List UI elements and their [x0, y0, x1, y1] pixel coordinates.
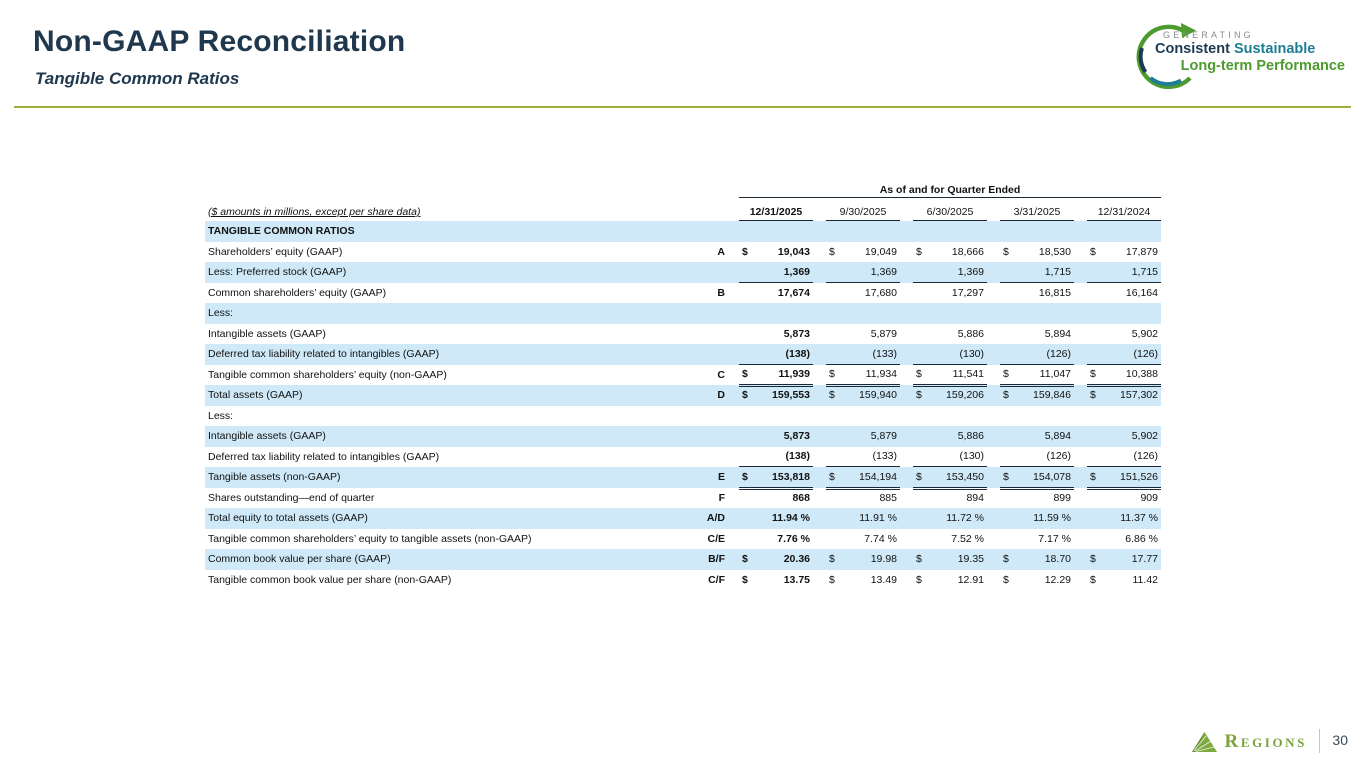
- cell: [826, 488, 900, 509]
- dollar-sign: $: [1090, 245, 1096, 258]
- tagline-generating: GENERATING: [1163, 30, 1254, 40]
- table-row: [205, 262, 1161, 283]
- cell: [1000, 570, 1074, 591]
- regions-pyramid-icon: [1191, 731, 1218, 753]
- cell-value: 1,715: [1044, 265, 1071, 278]
- tagline-line2: [1155, 41, 1347, 58]
- dollar-sign: $: [1003, 553, 1009, 566]
- cell-value: 159,206: [946, 389, 984, 402]
- row-label: Common book value per share (GAAP): [208, 553, 391, 566]
- cell: [1000, 303, 1074, 324]
- row-label: Intangible assets (GAAP): [208, 327, 326, 340]
- row-ref: A: [717, 245, 725, 258]
- dollar-sign: $: [742, 368, 748, 381]
- cell-value: (126): [1046, 450, 1071, 463]
- cell-value: (126): [1133, 450, 1158, 463]
- cell: [1087, 262, 1161, 283]
- cell-value: 11.59 %: [1033, 512, 1071, 525]
- cell-value: 157,302: [1120, 389, 1158, 402]
- tagline-longterm: Long-term Performance: [1180, 57, 1345, 74]
- cell: [826, 365, 900, 386]
- dollar-sign: $: [742, 573, 748, 586]
- cell: [739, 365, 813, 386]
- cell: [826, 262, 900, 283]
- row-ref: C/F: [708, 573, 725, 586]
- quarter-ended-header-row: [205, 183, 1161, 198]
- cell-value: 12.91: [957, 573, 984, 586]
- row-label: Total assets (GAAP): [208, 389, 303, 402]
- cell-value: 11,934: [865, 368, 897, 381]
- cell-value: (126): [1046, 347, 1071, 360]
- cell: [826, 426, 900, 447]
- dollar-sign: $: [829, 245, 835, 258]
- cell-value: (130): [959, 450, 984, 463]
- tagline-logo: [1131, 6, 1349, 104]
- cell-value: 16,164: [1125, 286, 1158, 299]
- cell-value: 6.86 %: [1125, 532, 1158, 545]
- column-header-date: 6/30/2025: [913, 198, 987, 221]
- cell-value: 7.52 %: [951, 532, 984, 545]
- cell: [739, 426, 813, 447]
- row-label: Intangible assets (GAAP): [208, 430, 326, 443]
- cell-value: 5,873: [783, 327, 810, 340]
- cell-value: 5,894: [1044, 327, 1071, 340]
- cell-value: 151,526: [1120, 470, 1158, 483]
- cell: [1087, 303, 1161, 324]
- cell: [826, 529, 900, 550]
- page-title: Non-GAAP Reconciliation: [33, 25, 406, 58]
- cell-value: 17,879: [1125, 245, 1158, 258]
- cell-value: (130): [959, 347, 984, 360]
- dollar-sign: $: [1090, 389, 1096, 402]
- cell: [1000, 385, 1074, 406]
- dollar-sign: $: [829, 553, 835, 566]
- table-row: [205, 467, 1161, 488]
- regions-wordmark: Regions: [1224, 731, 1307, 752]
- cell: [1087, 488, 1161, 509]
- cell-value: 5,894: [1044, 430, 1071, 443]
- table-row: [205, 570, 1161, 591]
- cell: [1000, 447, 1074, 468]
- cell-value: 909: [1140, 491, 1158, 504]
- cell-value: 10,388: [1125, 368, 1158, 381]
- cell: [1000, 529, 1074, 550]
- cell: [1087, 467, 1161, 488]
- cell-value: (133): [872, 450, 897, 463]
- header-divider: [14, 106, 1351, 108]
- cell: [1000, 283, 1074, 304]
- cell: [1000, 344, 1074, 365]
- table-row: [205, 344, 1161, 365]
- dollar-sign: $: [1003, 368, 1009, 381]
- dollar-sign: $: [1003, 470, 1009, 483]
- cell-value: 17.77: [1131, 553, 1158, 566]
- dollar-sign: $: [829, 389, 835, 402]
- cell-value: 11.91 %: [859, 512, 897, 525]
- cell-value: 159,553: [772, 389, 810, 402]
- column-header-row: [205, 198, 1161, 221]
- cell-value: 11.42: [1132, 573, 1158, 586]
- row-label: Deferred tax liability related to intangibles (GAAP): [208, 348, 440, 361]
- cell-value: (138): [785, 450, 810, 463]
- dollar-sign: $: [1003, 573, 1009, 586]
- table-caption-text: ($ amounts in millions, except per share data): [208, 206, 421, 218]
- table-body: [205, 242, 1161, 591]
- table-row: [205, 488, 1161, 509]
- dollar-sign: $: [1090, 573, 1096, 586]
- row-label: Shareholders’ equity (GAAP): [208, 245, 343, 258]
- cell: [913, 262, 987, 283]
- cell: [826, 283, 900, 304]
- cell-value: 1,369: [870, 265, 897, 278]
- cell: [1000, 406, 1074, 427]
- cell: [1087, 283, 1161, 304]
- cell: [1000, 365, 1074, 386]
- cell: [739, 406, 813, 427]
- row-label: Deferred tax liability related to intangibles (GAAP): [208, 450, 440, 463]
- cell: [739, 262, 813, 283]
- row-label: Total equity to total assets (GAAP): [208, 512, 368, 525]
- table-row: [205, 406, 1161, 427]
- cell: [913, 385, 987, 406]
- table-row: [205, 385, 1161, 406]
- cell-value: 1,715: [1131, 265, 1158, 278]
- cell: [1000, 426, 1074, 447]
- cell-value: (133): [872, 347, 897, 360]
- cell-value: 18,530: [1038, 245, 1071, 258]
- cell-value: 899: [1053, 491, 1071, 504]
- cell: [1087, 406, 1161, 427]
- cell: [1087, 447, 1161, 468]
- cell-value: 20.36: [783, 553, 810, 566]
- cell: [913, 242, 987, 263]
- row-label: Tangible common book value per share (non-GAAP): [208, 573, 452, 586]
- row-label: Less:: [208, 409, 234, 422]
- dollar-sign: $: [1003, 245, 1009, 258]
- cell-value: 5,879: [870, 327, 897, 340]
- section-header-row: [205, 221, 1161, 242]
- column-header-date: 12/31/2025: [739, 198, 813, 221]
- cell-value: 5,902: [1131, 327, 1158, 340]
- row-label: Shares outstanding—end of quarter: [208, 491, 375, 504]
- table-row: [205, 549, 1161, 570]
- cell: [913, 303, 987, 324]
- cell-value: 19,043: [777, 245, 810, 258]
- cell: [913, 365, 987, 386]
- cell: [1000, 467, 1074, 488]
- cell: [826, 467, 900, 488]
- cell: [913, 508, 987, 529]
- cell: [739, 385, 813, 406]
- row-ref: C/E: [707, 532, 725, 545]
- row-label: Tangible common shareholders’ equity (non-GAAP): [208, 368, 447, 381]
- cell-value: 12.29: [1044, 573, 1071, 586]
- dollar-sign: $: [829, 573, 835, 586]
- tagline-consistent: Consistent: [1155, 40, 1230, 57]
- dollar-sign: $: [742, 389, 748, 402]
- cell: [913, 406, 987, 427]
- dollar-sign: $: [916, 389, 922, 402]
- cell: [913, 488, 987, 509]
- cell-value: 154,078: [1033, 470, 1071, 483]
- row-ref: E: [717, 471, 725, 484]
- cell-value: 159,940: [859, 389, 897, 402]
- dollar-sign: $: [916, 245, 922, 258]
- row-ref: D: [717, 389, 725, 402]
- cell: [1087, 344, 1161, 365]
- cell-value: 7.17 %: [1038, 532, 1071, 545]
- cell-value: 19.35: [957, 553, 984, 566]
- regions-logo: [1191, 731, 1308, 753]
- cell: [1087, 529, 1161, 550]
- cell-value: 13.49: [870, 573, 897, 586]
- cell: [826, 303, 900, 324]
- cell-value: 5,886: [957, 327, 984, 340]
- cell-value: 17,674: [777, 286, 810, 299]
- row-label: Common shareholders’ equity (GAAP): [208, 286, 387, 299]
- row-ref: A/D: [706, 512, 725, 525]
- cell: [1000, 508, 1074, 529]
- cell: [913, 426, 987, 447]
- cell: [739, 303, 813, 324]
- tangible-common-ratios-table: [205, 183, 1161, 590]
- cell: [1000, 324, 1074, 345]
- row-label: Less: Preferred stock (GAAP): [208, 266, 347, 279]
- cell: [739, 447, 813, 468]
- cell: [1087, 549, 1161, 570]
- dollar-sign: $: [742, 470, 748, 483]
- tagline-sustainable: Sustainable: [1233, 40, 1316, 57]
- cell-value: 11,939: [778, 368, 810, 381]
- table-row: [205, 447, 1161, 468]
- dollar-sign: $: [742, 553, 748, 566]
- dollar-sign: $: [1090, 470, 1096, 483]
- cell-value: 885: [879, 491, 897, 504]
- cell: [826, 570, 900, 591]
- cell-value: 154,194: [859, 470, 897, 483]
- cell: [826, 406, 900, 427]
- cell-value: 19.98: [870, 553, 897, 566]
- cell-value: 11,047: [1039, 368, 1071, 381]
- dollar-sign: $: [916, 553, 922, 566]
- cell: [1087, 426, 1161, 447]
- header-spacer: [704, 198, 726, 221]
- row-label: Less:: [208, 307, 234, 320]
- cell-value: 11.72 %: [946, 512, 984, 525]
- cell: [739, 488, 813, 509]
- cell: [913, 467, 987, 488]
- cell-value: 7.76 %: [777, 532, 810, 545]
- cell: [826, 549, 900, 570]
- table-row: [205, 283, 1161, 304]
- cell: [1087, 508, 1161, 529]
- cell-value: 894: [966, 491, 984, 504]
- row-label: Tangible common shareholders’ equity to tangible assets (non-GAAP): [208, 532, 532, 545]
- cell: [826, 324, 900, 345]
- section-header-label: TANGIBLE COMMON RATIOS: [208, 225, 355, 238]
- cell: [826, 242, 900, 263]
- cell: [1087, 365, 1161, 386]
- table-caption: [205, 198, 704, 221]
- row-ref: B/F: [708, 553, 725, 566]
- column-header-date: 3/31/2025: [1000, 198, 1074, 221]
- table-row: [205, 365, 1161, 386]
- cell: [826, 447, 900, 468]
- cell: [1000, 262, 1074, 283]
- table-row: [205, 303, 1161, 324]
- cell-value: 868: [792, 491, 810, 504]
- cell-value: 7.74 %: [864, 532, 897, 545]
- cell: [739, 508, 813, 529]
- cell: [913, 344, 987, 365]
- cell-value: 11,541: [952, 368, 984, 381]
- row-ref: F: [718, 491, 725, 504]
- cell: [1000, 488, 1074, 509]
- cell: [913, 549, 987, 570]
- cell: [913, 570, 987, 591]
- cell: [1087, 385, 1161, 406]
- cell-value: 17,680: [864, 286, 897, 299]
- cell-value: 17,297: [951, 286, 984, 299]
- cell-value: (138): [785, 347, 810, 360]
- table-row: [205, 529, 1161, 550]
- table-row: [205, 508, 1161, 529]
- cell: [913, 447, 987, 468]
- cell: [826, 508, 900, 529]
- dollar-sign: $: [1003, 389, 1009, 402]
- cell-value: 18,666: [951, 245, 984, 258]
- cell-value: 11.37 %: [1120, 512, 1158, 525]
- quarter-ended-header: As of and for Quarter Ended: [739, 184, 1161, 198]
- table-row: [205, 426, 1161, 447]
- cell: [1087, 324, 1161, 345]
- table-row: [205, 242, 1161, 263]
- cell-value: 153,818: [772, 470, 810, 483]
- dollar-sign: $: [829, 368, 835, 381]
- cell-value: 1,369: [783, 265, 810, 278]
- cell: [739, 283, 813, 304]
- dollar-sign: $: [742, 245, 748, 258]
- row-ref: C: [717, 368, 725, 381]
- cell-value: 13.75: [783, 573, 810, 586]
- cell: [739, 242, 813, 263]
- column-header-date: 9/30/2025: [826, 198, 900, 221]
- cell-value: 153,450: [946, 470, 984, 483]
- cell: [1000, 549, 1074, 570]
- dollar-sign: $: [1090, 553, 1096, 566]
- cell-value: 5,873: [783, 430, 810, 443]
- cell: [739, 570, 813, 591]
- dollar-sign: $: [916, 573, 922, 586]
- cell-value: 16,815: [1038, 286, 1071, 299]
- cell: [913, 529, 987, 550]
- cell-value: 5,886: [957, 430, 984, 443]
- cell: [1000, 242, 1074, 263]
- cell-value: 18.70: [1044, 553, 1071, 566]
- cell-value: 5,879: [870, 430, 897, 443]
- cell: [913, 324, 987, 345]
- cell: [739, 324, 813, 345]
- dollar-sign: $: [829, 470, 835, 483]
- footer-separator: [1319, 729, 1320, 753]
- cell-value: 5,902: [1131, 430, 1158, 443]
- page-subtitle: Tangible Common Ratios: [35, 69, 240, 88]
- cell-value: (126): [1133, 347, 1158, 360]
- cell: [1087, 570, 1161, 591]
- dollar-sign: $: [916, 470, 922, 483]
- cell: [826, 344, 900, 365]
- cell: [739, 467, 813, 488]
- cell: [826, 385, 900, 406]
- cell-value: 19,049: [864, 245, 897, 258]
- column-header-date: 12/31/2024: [1087, 198, 1161, 221]
- cell: [739, 344, 813, 365]
- row-ref: B: [717, 286, 725, 299]
- page-number: 30: [1332, 732, 1348, 748]
- table-row: [205, 324, 1161, 345]
- cell-value: 11.94 %: [772, 512, 810, 525]
- cell-value: 159,846: [1033, 389, 1071, 402]
- cell: [739, 549, 813, 570]
- row-label: Tangible assets (non-GAAP): [208, 471, 341, 484]
- dollar-sign: $: [1090, 368, 1096, 381]
- dollar-sign: $: [916, 368, 922, 381]
- cell: [1087, 242, 1161, 263]
- cell: [913, 283, 987, 304]
- cell-value: 1,369: [957, 265, 984, 278]
- tagline-text: [1147, 30, 1347, 75]
- cell: [739, 529, 813, 550]
